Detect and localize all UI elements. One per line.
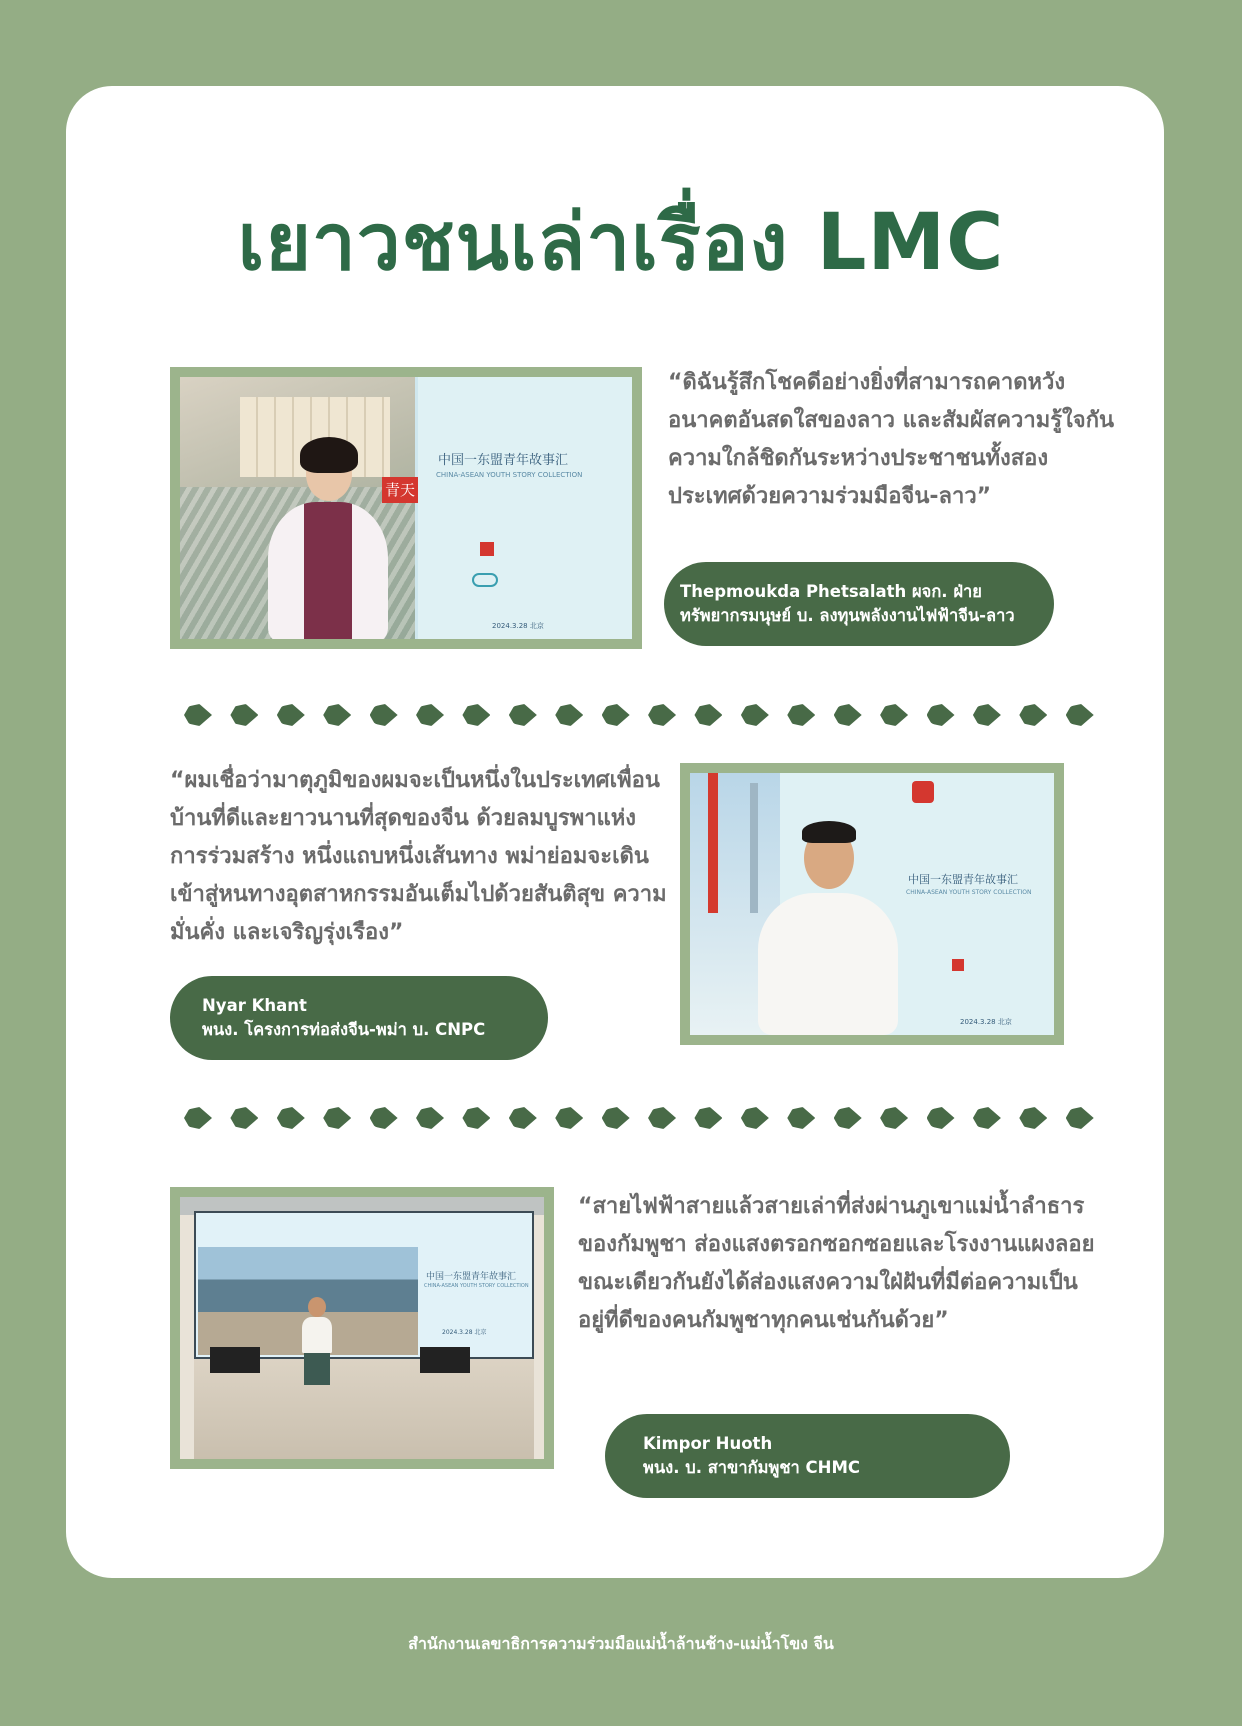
story-2-speaker-badge [170, 976, 548, 1060]
photo-screen-date: 2024.3.28 北京 [960, 1018, 1012, 1026]
story-2-photo [680, 763, 1064, 1045]
divider-dots-2 [184, 1105, 1094, 1131]
story-3-speaker-title: พนง. บ. สาขากัมพูชา CHMC [643, 1458, 860, 1477]
photo-screen-subtitle: CHINA-ASEAN YOUTH STORY COLLECTION [424, 1283, 529, 1289]
story-3-quote: “สายไฟฟ้าสายแล้วสายเล่าที่ส่งผ่านภูเขาแม่น้ำลำธารของกัมพูชา ส่องแสงตรอกซอกซอยและโรงงานแผงลอย ขณะเดียวกันยังได้ส่องแสงความใฝ่ฝันที่มีต่อความเป็นอยู่ที่ดีของคนกัมพูชาทุกคนเช่นกันด้วย” [578, 1194, 1095, 1333]
story-2-speaker-name: Nyar Khant [202, 996, 307, 1015]
divider-dots-1 [184, 702, 1094, 728]
photo-screen-title: 中国一东盟青年故事汇 [438, 453, 569, 468]
story-2-quote: “ผมเชื่อว่ามาตุภูมิของผมจะเป็นหนึ่งในประเทศเพื่อนบ้านที่ดีและยาวนานที่สุดของจีน ด้วยลมบูรพาแห่งการร่วมสร้าง หนึ่งแถบหนึ่งเส้นทาง พม่าย่อมจะเดินเข้าสู่หนทางอุตสาหกรรมอันเต็มไปด้วยสันติสุข ความมั่นคั่ง และเจริญรุ่งเรือง” [170, 768, 667, 945]
story-3-photo [170, 1187, 554, 1469]
photo-screen-title: 中国一东盟青年故事汇 [426, 1272, 517, 1282]
story-1-quote: “ดิฉันรู้สึกโชคดีอย่างยิ่งที่สามารถคาดหวังอนาคตอันสดใสของลาว และสัมผัสความรู้ใจกัน ความใกล้ชิดกันระหว่างประชาชนทั้งสองประเทศด้วยความร่วมมือจีน-ลาว” [668, 370, 1115, 509]
photo-screen-subtitle: CHINA-ASEAN YOUTH STORY COLLECTION [906, 889, 1032, 896]
story-1-speaker-title: ทรัพยากรมนุษย์ บ. ลงทุนพลังงานไฟฟ้าจีน-ลาว [680, 606, 1015, 625]
footer-text: สำนักงานเลขาธิการความร่วมมือแม่น้ำล้านช้าง-แม่น้ำโขง จีน [408, 1634, 834, 1653]
story-1-speaker-badge [664, 562, 1054, 646]
photo-screen-subtitle: CHINA-ASEAN YOUTH STORY COLLECTION [436, 471, 583, 479]
photo-screen-title: 中国一东盟青年故事汇 [908, 873, 1018, 886]
story-1-photo: 青天 中国一东盟青年故事汇 CHINA-ASEAN YOUTH STORY COLLECTION 2024.3.28 北京 [170, 367, 642, 649]
story-3-speaker-name: Kimpor Huoth [643, 1434, 773, 1453]
story-1-speaker-name: Thepmoukda Phetsalath ผจก. ฝ่าย [680, 582, 982, 601]
story-2-speaker-title: พนง. โครงการท่อส่งจีน-พม่า บ. CNPC [202, 1020, 486, 1039]
story-3-speaker-badge [605, 1414, 1010, 1498]
photo-screen-date: 2024.3.28 北京 [442, 1329, 487, 1336]
page-title: เยาวชนเล่าเรื่อง LMC [237, 198, 1005, 288]
photo-screen-date: 2024.3.28 北京 [492, 622, 544, 630]
